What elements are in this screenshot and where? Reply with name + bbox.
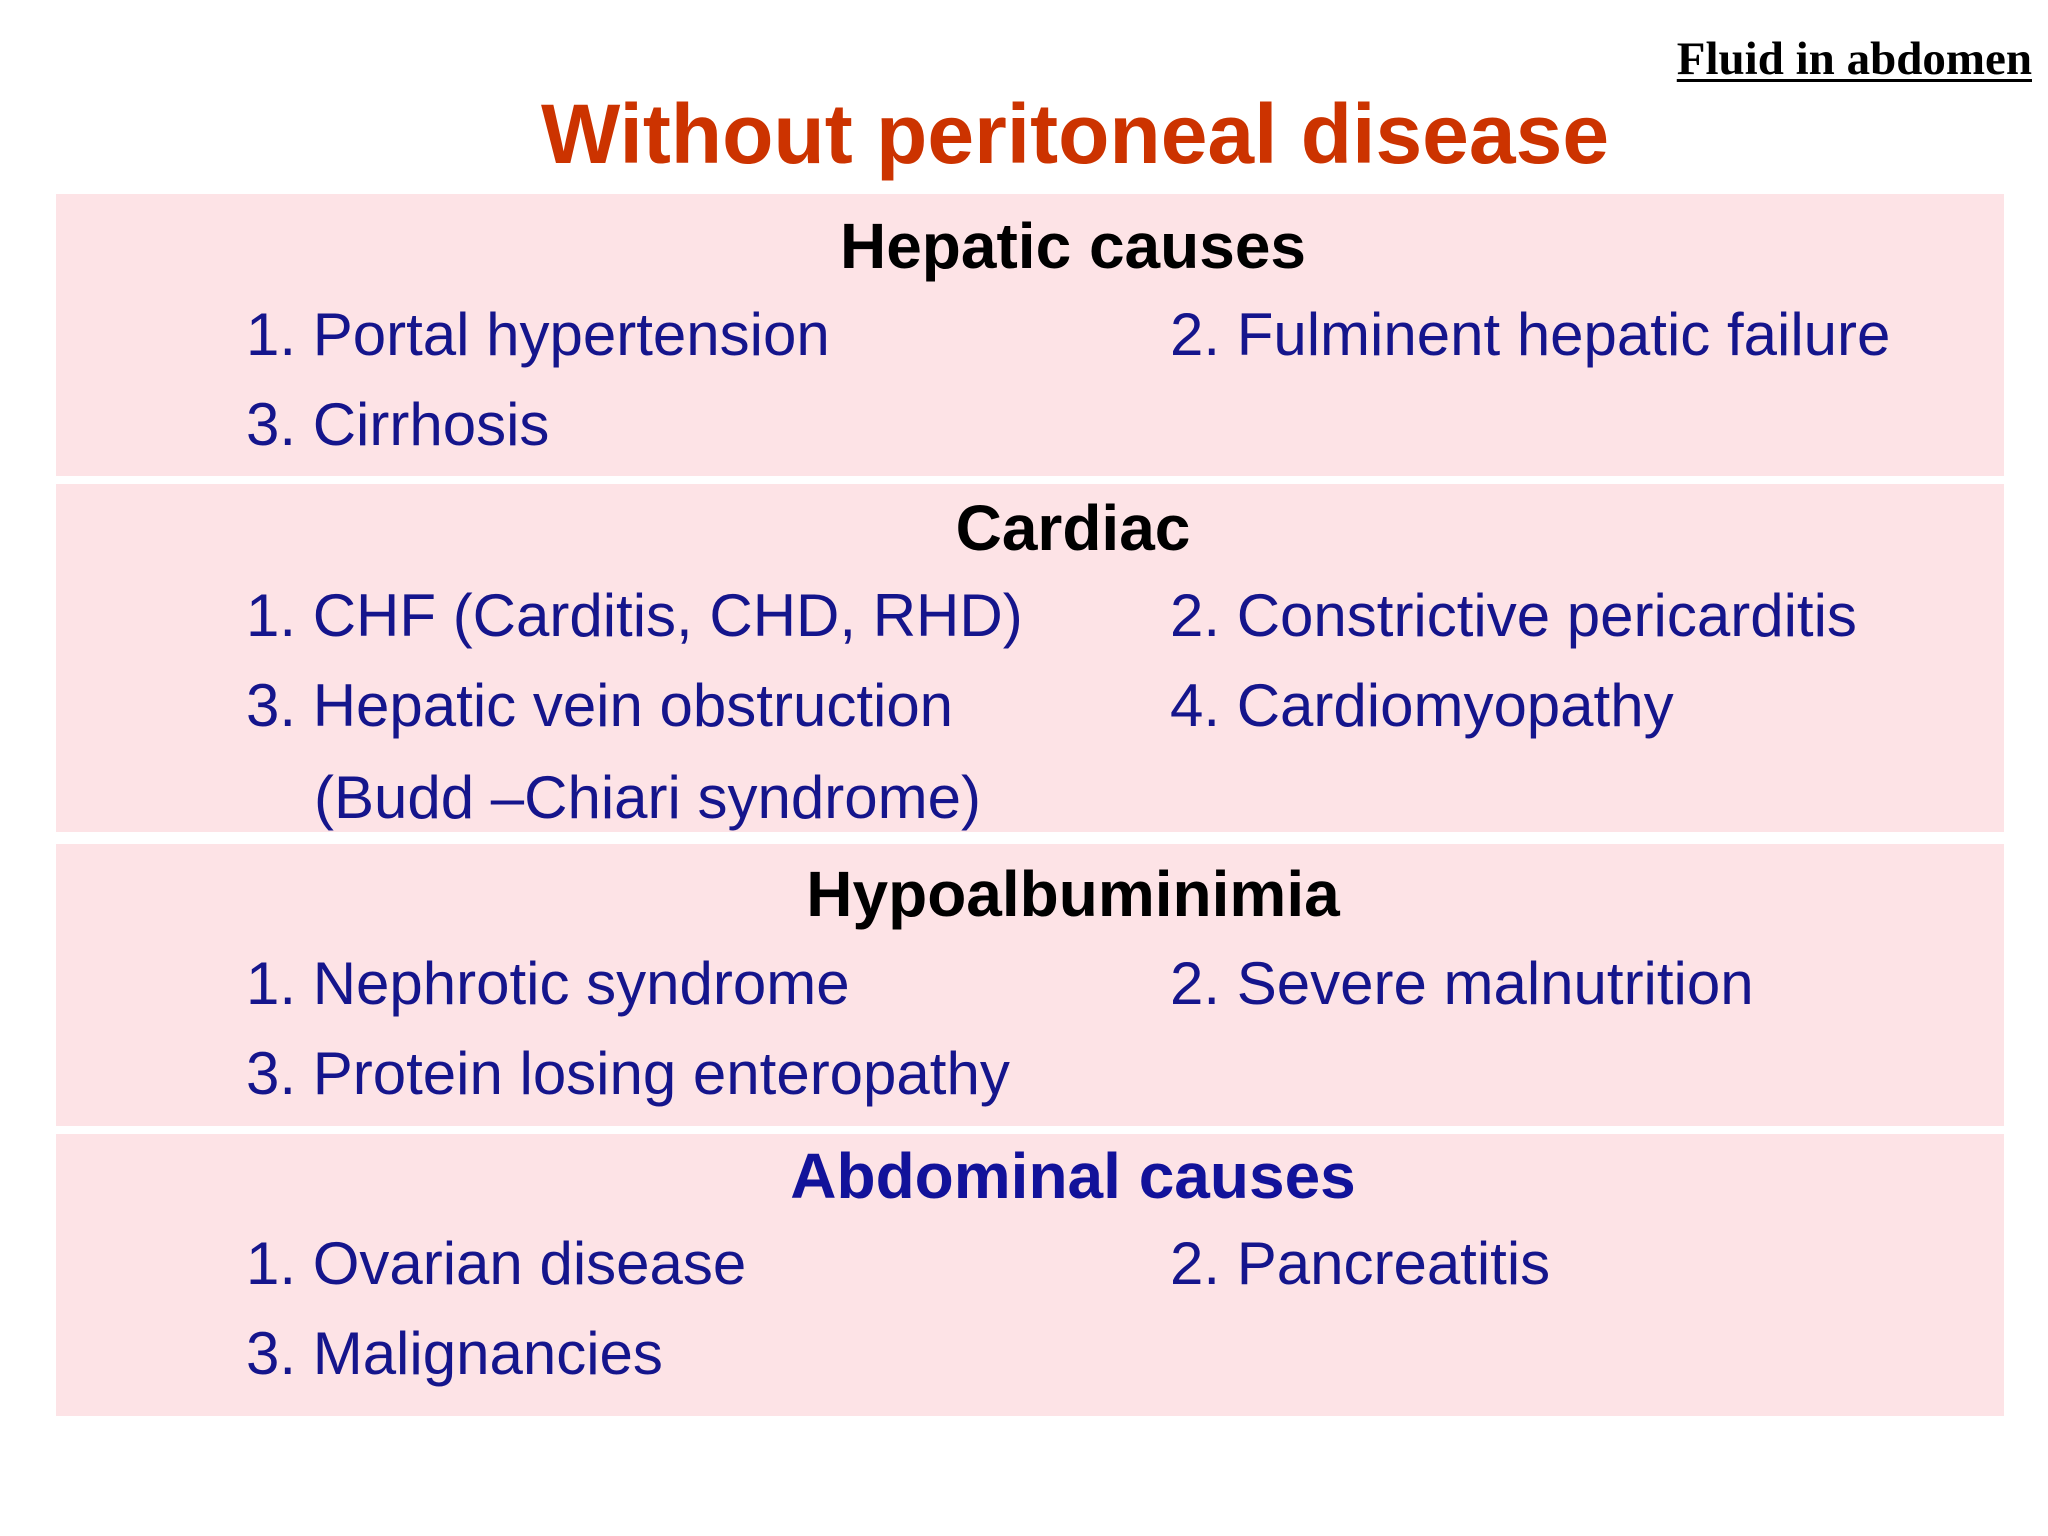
abdominal-item-1: 1. Ovarian disease <box>246 1230 747 1297</box>
hypoalbuminimia-item-3: 3. Protein losing enteropathy <box>246 1040 1010 1107</box>
section-heading-hepatic: Hepatic causes <box>839 210 1307 282</box>
section-cardiac <box>56 484 2004 832</box>
hepatic-item-1: 1. Portal hypertension <box>246 301 830 368</box>
cardiac-item-3: 3. Hepatic vein obstruction <box>246 672 954 739</box>
section-hepatic <box>56 194 2004 476</box>
abdominal-item-2: 2. Pancreatitis <box>1170 1230 1551 1297</box>
slide-corner-label: Fluid in abdomen <box>1676 33 2032 85</box>
section-hypoalbuminimia <box>56 844 2004 1126</box>
section-abdominal <box>56 1134 2004 1416</box>
section-heading-cardiac: Cardiac <box>955 492 1191 564</box>
hepatic-item-2: 2. Fulminent hepatic failure <box>1170 301 1891 368</box>
cardiac-item-2: 2. Constrictive pericarditis <box>1170 582 1857 649</box>
hypoalbuminimia-item-2: 2. Severe malnutrition <box>1170 950 1754 1017</box>
section-heading-abdominal: Abdominal causes <box>790 1140 1356 1212</box>
abdominal-item-3: 3. Malignancies <box>246 1320 663 1387</box>
slide-title: Without peritoneal disease <box>540 87 1610 181</box>
hypoalbuminimia-item-1: 1. Nephrotic syndrome <box>246 950 850 1017</box>
hepatic-item-3: 3. Cirrhosis <box>246 391 550 458</box>
cardiac-item-3-note: (Budd –Chiari syndrome) <box>314 764 981 831</box>
section-heading-hypoalbuminimia: Hypoalbuminimia <box>806 858 1340 930</box>
cardiac-item-4: 4. Cardiomyopathy <box>1170 672 1674 739</box>
cardiac-item-1: 1. CHF (Carditis, CHD, RHD) <box>246 582 1023 649</box>
